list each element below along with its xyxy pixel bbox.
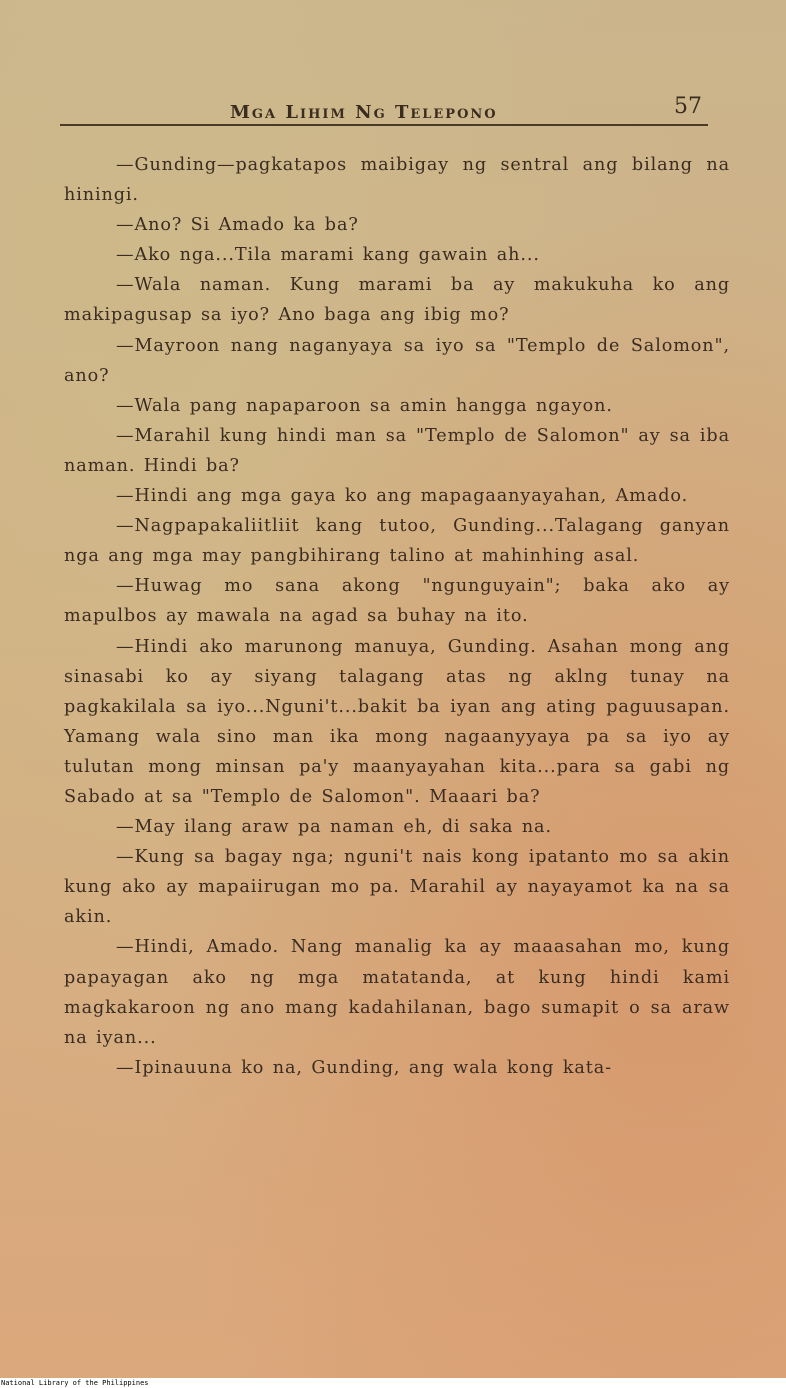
page-number: 57 bbox=[674, 94, 702, 119]
paragraph: —Ako nga...Tila marami kang gawain ah... bbox=[116, 245, 540, 266]
paragraph: —Hindi ang mga gaya ko ang mapagaanyayahan, Amado. bbox=[116, 486, 689, 507]
paragraph: —Wala naman. Kung marami ba ay makukuha ko ang makipagusap sa iyo? Ano baga ang ibig mo? bbox=[64, 275, 730, 326]
paragraph: —Marahil kung hindi man sa "Templo de Salomon" ay sa iba naman. Hindi ba? bbox=[64, 425, 730, 476]
paragraph: —Ipinauuna ko na, Gunding, ang wala kong kata- bbox=[116, 1057, 612, 1078]
library-credit: National Library of the Philippines bbox=[1, 1379, 149, 1387]
paragraph: —Hindi, Amado. Nang manalig ka ay maaasahan mo, kung papayagan ako ng mga matatanda, at kung hindi kami magkakaroon ng ano mang kadahilanan, bago sumapit o sa araw na iyan... bbox=[64, 937, 730, 1048]
paragraph: —May ilang araw pa naman eh, di saka na. bbox=[116, 817, 552, 838]
page-header bbox=[60, 92, 708, 128]
running-title: Mga Lihim Ng Telepono bbox=[230, 102, 498, 123]
paragraph: —Wala pang napaparoon sa amin hangga ngayon. bbox=[116, 395, 613, 416]
paragraph: —Ano? Si Amado ka ba? bbox=[116, 215, 359, 236]
body-text bbox=[64, 150, 730, 1083]
footer-bar bbox=[0, 1378, 786, 1388]
paragraph: —Mayroon nang naganyaya sa iyo sa "Templo de Salomon", ano? bbox=[64, 335, 730, 386]
paragraph: —Hindi ako marunong manuya, Gunding. Asahan mong ang sinasabi ko ay siyang talagang atas ng aklng tunay na pagkakilala sa iyo...Nguni't...bakit ba iyan ang ating paguusapan. Yamang wala sino man ika mong nagaanyyaya pa sa iyo ay tulutan mong minsan pa'y maanyayahan kita...para sa gabi ng Sabado at sa "Templo de Salomon". Maaari ba? bbox=[64, 636, 730, 807]
paragraph: —Nagpapakaliitliit kang tutoo, Gunding...Talagang ganyan nga ang mga may pangbihirang talino at mahinhing asal. bbox=[64, 516, 730, 567]
paragraph: —Kung sa bagay nga; nguni't nais kong ipatanto mo sa akin kung ako ay mapaiirugan mo pa. Marahil ay nayayamot ka na sa akin. bbox=[64, 847, 730, 928]
paragraph: —Huwag mo sana akong "ngunguyain"; baka ako ay mapulbos ay mawala na agad sa buhay na ito. bbox=[64, 576, 730, 627]
header-rule bbox=[60, 124, 708, 126]
paragraph: —Gunding—pagkatapos maibigay ng sentral ang bilang na hiningi. bbox=[64, 155, 730, 206]
